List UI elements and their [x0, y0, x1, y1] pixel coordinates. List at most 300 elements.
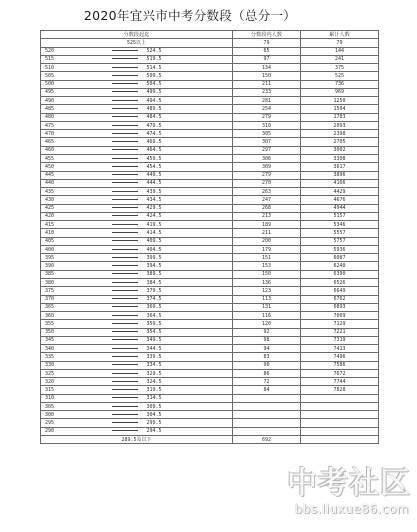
range-dash [107, 270, 143, 278]
range-lower-bound: 355 [41, 320, 107, 328]
range-dash [107, 237, 143, 245]
top-range-label: 525以上 [41, 39, 233, 47]
range-upper-bound: 434.5 [143, 196, 233, 204]
table-row [41, 229, 379, 237]
table-row [41, 320, 379, 328]
range-upper-bound: 524.5 [143, 47, 233, 55]
range-upper-bound: 384.5 [143, 278, 233, 286]
in-segment-count: 136 [233, 278, 301, 286]
range-upper-bound: 504.5 [143, 80, 233, 88]
range-dash [107, 229, 143, 237]
range-dash [107, 245, 143, 253]
table-row [41, 378, 379, 386]
cumulative-count [301, 427, 379, 435]
in-segment-count: 306 [233, 154, 301, 162]
range-upper-bound: 314.5 [143, 394, 233, 402]
watermark-url-text: bbs.liuxue86.com [294, 502, 409, 516]
range-dash [107, 80, 143, 88]
range-lower-bound: 465 [41, 138, 107, 146]
range-dash [107, 47, 143, 55]
cumulative-count: 6762 [301, 295, 379, 303]
table-row [41, 369, 379, 377]
cumulative-count: 6526 [301, 278, 379, 286]
range-upper-bound: 444.5 [143, 179, 233, 187]
range-dash [107, 427, 143, 435]
range-dash [107, 171, 143, 179]
range-dash [107, 121, 143, 129]
range-lower-bound: 435 [41, 188, 107, 196]
table-row [41, 427, 379, 435]
range-lower-bound: 300 [41, 411, 107, 419]
range-lower-bound: 425 [41, 204, 107, 212]
cumulative-count: 969 [301, 88, 379, 96]
range-dash [107, 55, 143, 63]
range-lower-bound: 455 [41, 154, 107, 162]
range-lower-bound: 295 [41, 419, 107, 427]
range-dash [107, 254, 143, 262]
range-upper-bound: 379.5 [143, 287, 233, 295]
range-dash [107, 369, 143, 377]
range-dash [107, 88, 143, 96]
score-distribution-table [40, 30, 379, 444]
range-lower-bound: 325 [41, 369, 107, 377]
table-row [41, 113, 379, 121]
range-dash [107, 353, 143, 361]
range-lower-bound: 370 [41, 295, 107, 303]
range-upper-bound: 299.5 [143, 419, 233, 427]
range-upper-bound: 514.5 [143, 64, 233, 72]
table-row [41, 328, 379, 336]
in-segment-count: 279 [233, 171, 301, 179]
range-upper-bound: 369.5 [143, 303, 233, 311]
in-segment-count: 281 [233, 97, 301, 105]
cumulative-count: 736 [301, 80, 379, 88]
range-dash [107, 221, 143, 229]
range-dash [107, 336, 143, 344]
range-upper-bound: 474.5 [143, 130, 233, 138]
cumulative-count: 5936 [301, 245, 379, 253]
table-row [41, 386, 379, 394]
range-lower-bound: 360 [41, 312, 107, 320]
cumulative-count: 144 [301, 47, 379, 55]
in-segment-count: 263 [233, 188, 301, 196]
range-upper-bound: 414.5 [143, 229, 233, 237]
range-lower-bound: 495 [41, 88, 107, 96]
table-row [41, 411, 379, 419]
in-segment-count: 150 [233, 270, 301, 278]
table-row-top [41, 39, 379, 47]
in-segment-count: 305 [233, 130, 301, 138]
in-segment-count [233, 419, 301, 427]
table-row [41, 138, 379, 146]
range-upper-bound: 484.5 [143, 113, 233, 121]
table-row [41, 47, 379, 55]
cumulative-count: 6087 [301, 254, 379, 262]
in-segment-count: 113 [233, 295, 301, 303]
range-lower-bound: 385 [41, 270, 107, 278]
bottom-cumulative-count [301, 436, 379, 444]
range-lower-bound: 450 [41, 163, 107, 171]
cumulative-count [301, 394, 379, 402]
table-row [41, 212, 379, 220]
table-row [41, 237, 379, 245]
range-dash [107, 303, 143, 311]
range-lower-bound: 440 [41, 179, 107, 187]
in-segment-count: 307 [233, 138, 301, 146]
in-segment-count: 153 [233, 262, 301, 270]
range-dash [107, 138, 143, 146]
table-row [41, 245, 379, 253]
range-lower-bound: 485 [41, 105, 107, 113]
table-row [41, 278, 379, 286]
range-lower-bound: 490 [41, 97, 107, 105]
range-upper-bound: 509.5 [143, 72, 233, 80]
cumulative-count: 2398 [301, 130, 379, 138]
range-lower-bound: 350 [41, 328, 107, 336]
range-dash [107, 105, 143, 113]
range-lower-bound: 395 [41, 254, 107, 262]
in-segment-count: 211 [233, 80, 301, 88]
range-upper-bound: 479.5 [143, 121, 233, 129]
watermark-logo-text: 中考社区 [287, 466, 411, 501]
range-upper-bound: 364.5 [143, 312, 233, 320]
range-upper-bound: 404.5 [143, 245, 233, 253]
range-lower-bound: 335 [41, 353, 107, 361]
range-lower-bound: 505 [41, 72, 107, 80]
bottom-in-segment-count: 692 [233, 436, 301, 444]
cumulative-count: 5757 [301, 237, 379, 245]
range-lower-bound: 340 [41, 345, 107, 353]
range-lower-bound: 290 [41, 427, 107, 435]
range-upper-bound: 359.5 [143, 320, 233, 328]
table-row-bottom [41, 436, 379, 444]
range-upper-bound: 334.5 [143, 361, 233, 369]
table-row [41, 196, 379, 204]
in-segment-count: 254 [233, 105, 301, 113]
cumulative-count: 7744 [301, 378, 379, 386]
in-segment-count: 233 [233, 88, 301, 96]
in-segment-count: 116 [233, 312, 301, 320]
in-segment-count [233, 394, 301, 402]
in-segment-count: 83 [233, 353, 301, 361]
range-upper-bound: 494.5 [143, 97, 233, 105]
range-lower-bound: 500 [41, 80, 107, 88]
range-upper-bound: 294.5 [143, 427, 233, 435]
table-row [41, 163, 379, 171]
range-dash [107, 402, 143, 410]
range-upper-bound: 374.5 [143, 295, 233, 303]
table-row [41, 130, 379, 138]
range-lower-bound: 330 [41, 361, 107, 369]
cumulative-count: 5346 [301, 221, 379, 229]
cumulative-count: 7828 [301, 386, 379, 394]
range-lower-bound: 400 [41, 245, 107, 253]
cumulative-count: 7496 [301, 353, 379, 361]
table-row [41, 287, 379, 295]
range-dash [107, 64, 143, 72]
cumulative-count: 3617 [301, 163, 379, 171]
range-lower-bound: 390 [41, 262, 107, 270]
range-dash [107, 419, 143, 427]
in-segment-count: 179 [233, 245, 301, 253]
table-row [41, 88, 379, 96]
cumulative-count: 7413 [301, 345, 379, 353]
range-dash [107, 130, 143, 138]
in-segment-count: 98 [233, 336, 301, 344]
cumulative-count: 4676 [301, 196, 379, 204]
table-row [41, 394, 379, 402]
in-segment-count: 86 [233, 369, 301, 377]
table-row [41, 345, 379, 353]
range-upper-bound: 439.5 [143, 188, 233, 196]
in-segment-count: 72 [233, 378, 301, 386]
cumulative-count: 3308 [301, 154, 379, 162]
table-row [41, 72, 379, 80]
cumulative-count: 1250 [301, 97, 379, 105]
range-lower-bound: 320 [41, 378, 107, 386]
range-dash [107, 146, 143, 154]
cumulative-count: 7009 [301, 312, 379, 320]
range-dash [107, 287, 143, 295]
cumulative-count: 6240 [301, 262, 379, 270]
table-row [41, 154, 379, 162]
cumulative-count: 3002 [301, 146, 379, 154]
page-title: 2020年宜兴市中考分数段（总分一） [83, 8, 297, 23]
table-row [41, 171, 379, 179]
cumulative-count: 1504 [301, 105, 379, 113]
in-segment-count: 297 [233, 146, 301, 154]
in-segment-count: 134 [233, 64, 301, 72]
range-upper-bound: 349.5 [143, 336, 233, 344]
table-row [41, 121, 379, 129]
range-dash [107, 361, 143, 369]
cumulative-count: 4166 [301, 179, 379, 187]
table-row [41, 105, 379, 113]
range-dash [107, 394, 143, 402]
range-upper-bound: 499.5 [143, 88, 233, 96]
table-row [41, 336, 379, 344]
cumulative-count: 7221 [301, 328, 379, 336]
in-segment-count: 211 [233, 229, 301, 237]
top-in-segment-count: 79 [233, 39, 301, 47]
range-dash [107, 179, 143, 187]
range-lower-bound: 510 [41, 64, 107, 72]
range-upper-bound: 419.5 [143, 221, 233, 229]
in-segment-count: 94 [233, 345, 301, 353]
cumulative-count: 5157 [301, 212, 379, 220]
range-upper-bound: 329.5 [143, 369, 233, 377]
range-dash [107, 72, 143, 80]
range-dash [107, 345, 143, 353]
cumulative-count: 375 [301, 64, 379, 72]
range-lower-bound: 365 [41, 303, 107, 311]
range-upper-bound: 454.5 [143, 163, 233, 171]
table-row [41, 221, 379, 229]
table-row [41, 312, 379, 320]
range-upper-bound: 394.5 [143, 262, 233, 270]
range-dash [107, 328, 143, 336]
in-segment-count: 189 [233, 221, 301, 229]
table-row [41, 188, 379, 196]
table-row [41, 179, 379, 187]
table-row [41, 270, 379, 278]
cumulative-count: 3896 [301, 171, 379, 179]
range-upper-bound: 309.5 [143, 402, 233, 410]
range-upper-bound: 449.5 [143, 171, 233, 179]
table-row [41, 97, 379, 105]
in-segment-count: 84 [233, 386, 301, 394]
range-upper-bound: 489.5 [143, 105, 233, 113]
cumulative-count: 525 [301, 72, 379, 80]
range-dash [107, 295, 143, 303]
range-upper-bound: 429.5 [143, 204, 233, 212]
table-row [41, 402, 379, 410]
table-row [41, 262, 379, 270]
in-segment-count: 150 [233, 72, 301, 80]
range-lower-bound: 475 [41, 121, 107, 129]
table-row [41, 353, 379, 361]
header-score-range: 分数段起迄 [41, 31, 233, 39]
range-upper-bound: 464.5 [143, 146, 233, 154]
table-header-row [41, 31, 379, 39]
cumulative-count: 1783 [301, 113, 379, 121]
range-upper-bound: 399.5 [143, 254, 233, 262]
range-lower-bound: 315 [41, 386, 107, 394]
table-row [41, 419, 379, 427]
range-lower-bound: 430 [41, 196, 107, 204]
cumulative-count: 7672 [301, 369, 379, 377]
range-lower-bound: 305 [41, 402, 107, 410]
range-upper-bound: 354.5 [143, 328, 233, 336]
in-segment-count: 309 [233, 163, 301, 171]
table-row [41, 64, 379, 72]
cumulative-count: 7586 [301, 361, 379, 369]
range-upper-bound: 304.5 [143, 411, 233, 419]
cumulative-count: 2705 [301, 138, 379, 146]
range-dash [107, 188, 143, 196]
header-in-segment-count: 分数段内人数 [233, 31, 301, 39]
cumulative-count: 4944 [301, 204, 379, 212]
range-upper-bound: 319.5 [143, 386, 233, 394]
cumulative-count [301, 402, 379, 410]
range-lower-bound: 470 [41, 130, 107, 138]
range-upper-bound: 389.5 [143, 270, 233, 278]
cumulative-count: 6649 [301, 287, 379, 295]
cumulative-count: 5557 [301, 229, 379, 237]
in-segment-count: 200 [233, 237, 301, 245]
range-lower-bound: 480 [41, 113, 107, 121]
in-segment-count: 247 [233, 196, 301, 204]
range-lower-bound: 405 [41, 237, 107, 245]
table-row [41, 303, 379, 311]
range-lower-bound: 520 [41, 47, 107, 55]
range-dash [107, 196, 143, 204]
in-segment-count: 120 [233, 320, 301, 328]
cumulative-count [301, 419, 379, 427]
table-row [41, 361, 379, 369]
bottom-range-label: 289.5及以下 [41, 436, 233, 444]
cumulative-count: 7129 [301, 320, 379, 328]
range-upper-bound: 339.5 [143, 353, 233, 361]
range-dash [107, 262, 143, 270]
range-dash [107, 113, 143, 121]
range-dash [107, 378, 143, 386]
cumulative-count: 7319 [301, 336, 379, 344]
in-segment-count: 92 [233, 328, 301, 336]
table-row [41, 204, 379, 212]
range-upper-bound: 459.5 [143, 154, 233, 162]
range-lower-bound: 380 [41, 278, 107, 286]
range-lower-bound: 345 [41, 336, 107, 344]
in-segment-count: 270 [233, 179, 301, 187]
cumulative-count: 241 [301, 55, 379, 63]
range-upper-bound: 519.5 [143, 55, 233, 63]
range-dash [107, 154, 143, 162]
table-row [41, 80, 379, 88]
cumulative-count: 2093 [301, 121, 379, 129]
range-lower-bound: 415 [41, 221, 107, 229]
in-segment-count: 213 [233, 212, 301, 220]
range-dash [107, 312, 143, 320]
in-segment-count: 65 [233, 47, 301, 55]
site-watermark [261, 458, 411, 528]
range-lower-bound: 460 [41, 146, 107, 154]
range-lower-bound: 515 [41, 55, 107, 63]
range-dash [107, 204, 143, 212]
range-upper-bound: 409.5 [143, 237, 233, 245]
range-dash [107, 320, 143, 328]
in-segment-count: 97 [233, 55, 301, 63]
range-dash [107, 163, 143, 171]
in-segment-count [233, 402, 301, 410]
table-body [41, 39, 379, 444]
cumulative-count: 6893 [301, 303, 379, 311]
range-lower-bound: 310 [41, 394, 107, 402]
range-lower-bound: 420 [41, 212, 107, 220]
in-segment-count: 151 [233, 254, 301, 262]
in-segment-count: 123 [233, 287, 301, 295]
cumulative-count: 6390 [301, 270, 379, 278]
table-row [41, 295, 379, 303]
header-cumulative-count: 累计人数 [301, 31, 379, 39]
range-lower-bound: 375 [41, 287, 107, 295]
range-upper-bound: 424.5 [143, 212, 233, 220]
top-cumulative-count: 79 [301, 39, 379, 47]
in-segment-count: 279 [233, 113, 301, 121]
range-dash [107, 278, 143, 286]
in-segment-count: 131 [233, 303, 301, 311]
range-lower-bound: 410 [41, 229, 107, 237]
range-dash [107, 212, 143, 220]
range-lower-bound: 445 [41, 171, 107, 179]
range-dash [107, 97, 143, 105]
table-row [41, 254, 379, 262]
cumulative-count: 4429 [301, 188, 379, 196]
table-row [41, 146, 379, 154]
table-row [41, 55, 379, 63]
in-segment-count: 310 [233, 121, 301, 129]
in-segment-count: 268 [233, 204, 301, 212]
range-upper-bound: 344.5 [143, 345, 233, 353]
in-segment-count [233, 411, 301, 419]
in-segment-count: 90 [233, 361, 301, 369]
range-upper-bound: 324.5 [143, 378, 233, 386]
in-segment-count [233, 427, 301, 435]
range-dash [107, 386, 143, 394]
range-dash [107, 411, 143, 419]
range-upper-bound: 469.5 [143, 138, 233, 146]
cumulative-count [301, 411, 379, 419]
